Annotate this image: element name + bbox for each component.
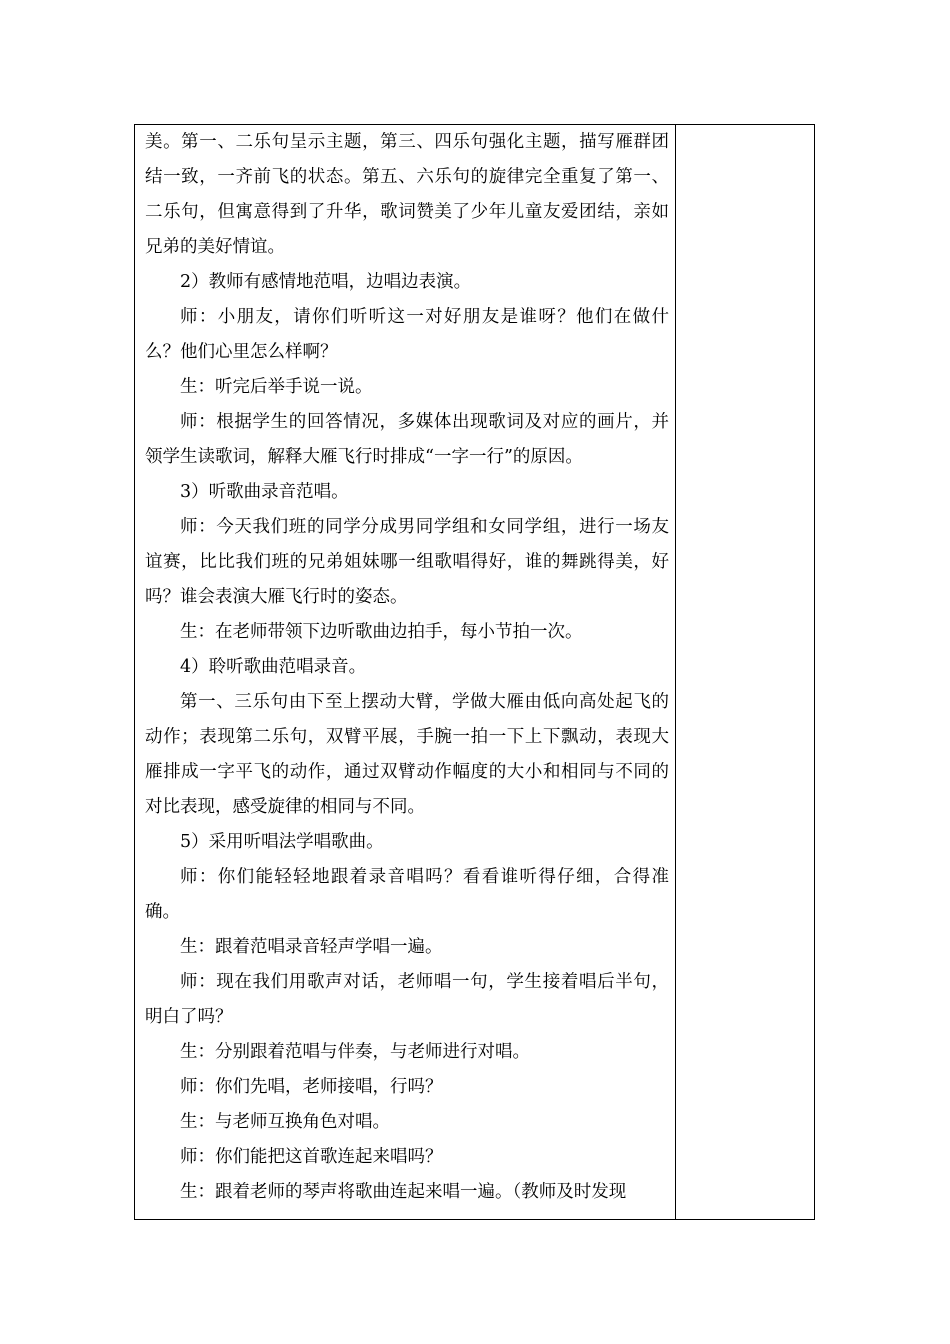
- notes-cell: [676, 125, 814, 1219]
- paragraph-14: 生：分别跟着范唱与伴奏，与老师进行对唱。: [180, 1042, 530, 1062]
- paragraph-13: 师：现在我们用歌声对话，老师唱一句，学生接着唱后半句，明白了吗？: [145, 972, 669, 1027]
- paragraph-6: 师：今天我们班的同学分成男同学组和女同学组，进行一场友谊赛，比比我们班的兄弟姐妹哪一组歌唱得好，谁的舞跳得美，好吗？谁会表演大雁飞行时的姿态。: [145, 517, 669, 607]
- content-cell: [135, 125, 675, 1219]
- paragraph-5: 3）听歌曲录音范唱。: [180, 482, 349, 502]
- paragraph-15: 师：你们先唱，老师接唱，行吗？: [180, 1077, 443, 1097]
- paragraph-18: 生：跟着老师的琴声将歌曲连起来唱一遍。（教师及时发现: [180, 1182, 627, 1202]
- paragraph-9: 第一、三乐句由下至上摆动大臂，学做大雁由低向高处起飞的动作；表现第二乐句，双臂平展，手腕一拍一下上下飘动，表现大雁排成一字平飞的动作，通过双臂动作幅度的大小和相同与不同的对比表现，感受旋律的相同与不同。: [145, 692, 669, 817]
- paragraph-3: 生：听完后举手说一说。: [180, 377, 373, 397]
- paragraph-7: 生：在老师带领下边听歌曲边拍手，每小节拍一次。: [180, 622, 583, 642]
- paragraph-11: 师：你们能轻轻地跟着录音唱吗？看看谁听得仔细，合得准确。: [145, 867, 669, 922]
- paragraph-0: 美。第一、二乐句呈示主题，第三、四乐句强化主题，描写雁群团结一致，一齐前飞的状态。第五、六乐句的旋律完全重复了第一、二乐句，但寓意得到了升华，歌词赞美了少年儿童友爱团结，亲如兄弟的美好情谊。: [145, 132, 669, 257]
- lesson-plan-table: [134, 124, 815, 1220]
- paragraph-16: 生：与老师互换角色对唱。: [180, 1112, 390, 1132]
- paragraph-12: 生：跟着范唱录音轻声学唱一遍。: [180, 937, 443, 957]
- paragraph-8: 4）聆听歌曲范唱录音。: [180, 657, 367, 677]
- paragraph-2: 师：小朋友，请你们听听这一对好朋友是谁呀？他们在做什么？他们心里怎么样啊？: [145, 307, 669, 362]
- paragraph-1: 2）教师有感情地范唱，边唱边表演。: [180, 272, 472, 292]
- paragraph-17: 师：你们能把这首歌连起来唱吗？: [180, 1147, 443, 1167]
- paragraph-4: 师：根据学生的回答情况，多媒体出现歌词及对应的画片，并领学生读歌词，解释大雁飞行时排成“一字一行”的原因。: [145, 412, 669, 467]
- paragraph-10: 5）采用听唱法学唱歌曲。: [180, 832, 384, 852]
